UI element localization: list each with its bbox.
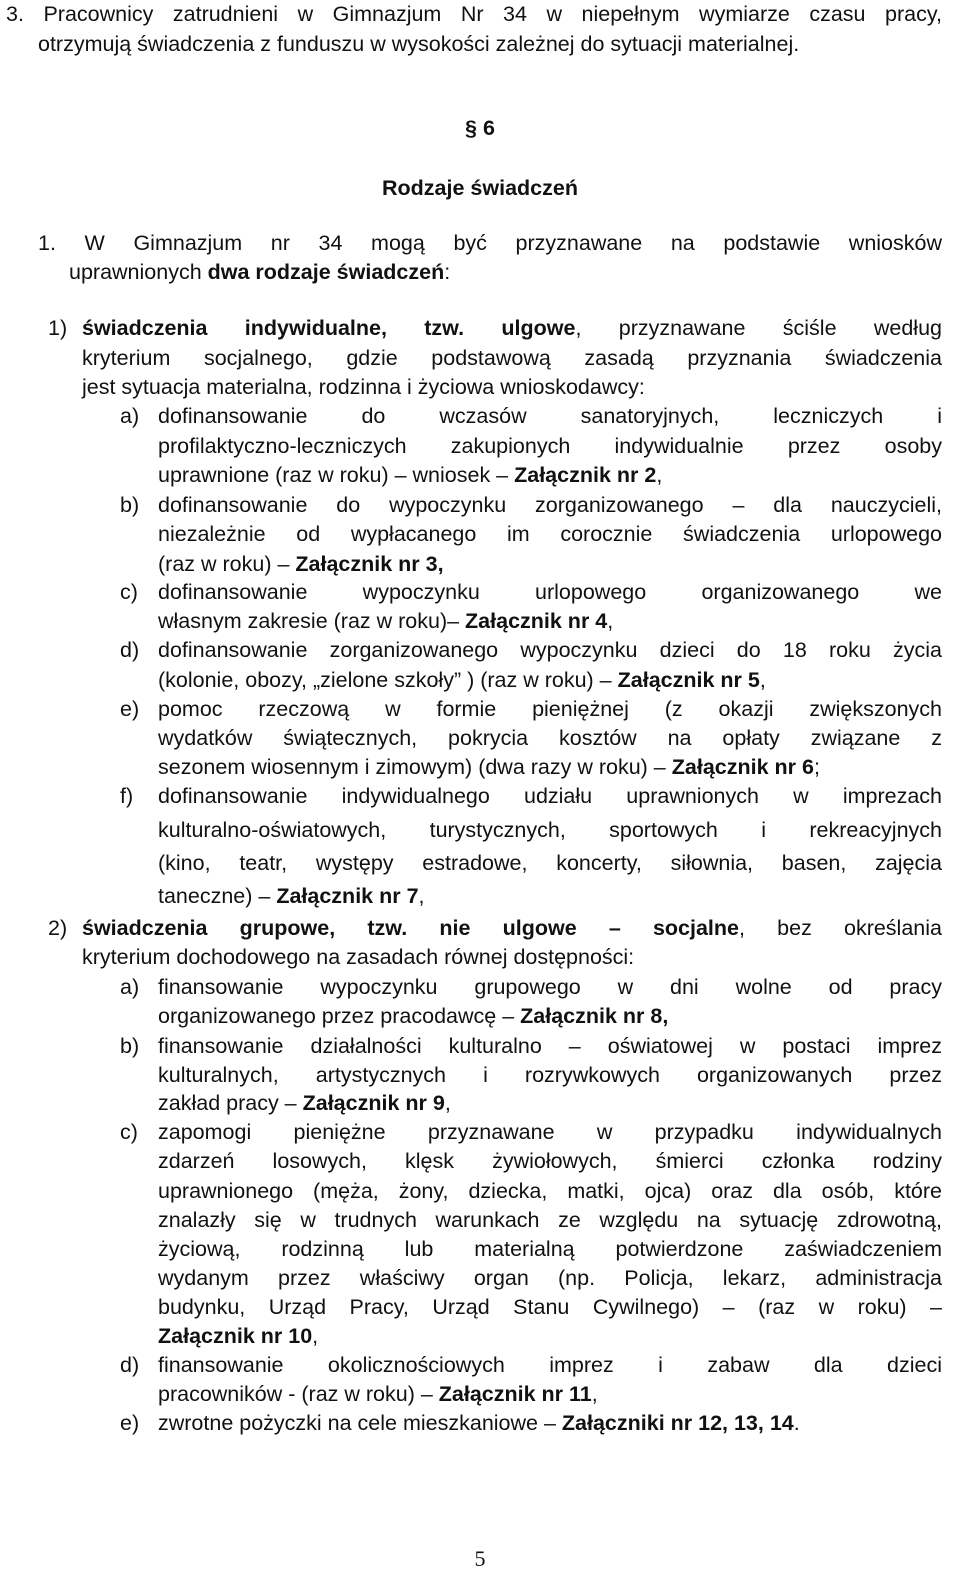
group-1-marker: 1) bbox=[48, 316, 68, 340]
list-item-line: kulturalno-oświatowych, turystycznych, sportowych i rekreacyjnych bbox=[158, 818, 942, 842]
list-item-line: (kino, teatr, występy estradowe, koncerty, siłownia, basen, zajęcia bbox=[158, 851, 942, 875]
list-item-line: kulturalnych, artystycznych i rozrywkowych organizowanych przez bbox=[158, 1063, 942, 1087]
list-item-line: finansowanie wypoczynku grupowego w dni wolne od pracy bbox=[158, 975, 942, 999]
group-1-heading: świadczenia indywidualne, tzw. ulgowe, przyznawane ściśle według bbox=[82, 316, 942, 340]
list-item-marker: a) bbox=[120, 975, 140, 999]
list-item-line: niezależnie od wypłacanego im corocznie świadczenia urlopowego bbox=[158, 522, 942, 546]
list-item-marker: c) bbox=[120, 1120, 138, 1144]
list-item-line: Załącznik nr 10, bbox=[158, 1324, 319, 1348]
list-item-marker: d) bbox=[120, 638, 140, 662]
section-title: Rodzaje świadczeń bbox=[382, 176, 578, 200]
group-1-line-3: jest sytuacja materialna, rodzinna i życiowa wnioskodawcy: bbox=[82, 375, 645, 399]
list-item-line: własnym zakresie (raz w roku)– Załącznik nr 4, bbox=[158, 609, 614, 633]
list-item-marker: c) bbox=[120, 580, 138, 604]
group-2-line-2: kryterium dochodowego na zasadach równej dostępności: bbox=[82, 945, 635, 969]
list-item-line: znalazły się w trudnych warunkach ze względu na sytuację zdrowotną, bbox=[158, 1208, 942, 1232]
list-item-line: pracowników - (raz w roku) – Załącznik nr 11, bbox=[158, 1382, 598, 1406]
list-item-line: dofinansowanie wypoczynku urlopowego organizowanego we bbox=[158, 580, 942, 604]
group-2-marker: 2) bbox=[48, 916, 68, 940]
page-number: 5 bbox=[474, 1546, 486, 1571]
list-item-line: zakład pracy – Załącznik nr 9, bbox=[158, 1091, 451, 1115]
list-item-line: (kolonie, obozy, „zielone szkoły” ) (raz w roku) – Załącznik nr 5, bbox=[158, 668, 766, 692]
list-item-marker: f) bbox=[120, 784, 134, 808]
list-item-line: dofinansowanie zorganizowanego wypoczynku dzieci do 18 roku życia bbox=[158, 638, 942, 662]
group-2-heading: świadczenia grupowe, tzw. nie ulgowe – socjalne, bez określania bbox=[82, 916, 942, 940]
list-item-line: dofinansowanie do wypoczynku zorganizowanego – dla nauczycieli, bbox=[158, 493, 942, 517]
list-item-line: (raz w roku) – Załącznik nr 3, bbox=[158, 552, 444, 576]
list-item-line: zwrotne pożyczki na cele mieszkaniowe – Załączniki nr 12, 13, 14. bbox=[158, 1411, 800, 1435]
list-item-line: pomoc rzeczową w formie pieniężnej (z okazji zwiększonych bbox=[158, 697, 942, 721]
list-item-line: dofinansowanie indywidualnego udziału uprawnionych w imprezach bbox=[158, 784, 942, 808]
list-item-line: wydatków świątecznych, pokrycia kosztów na opłaty związane z bbox=[158, 726, 942, 750]
list-item-line: zdarzeń losowych, klęsk żywiołowych, śmierci członka rodziny bbox=[158, 1149, 942, 1173]
list-item-line: dofinansowanie do wczasów sanatoryjnych, leczniczych i bbox=[158, 404, 942, 428]
list-item-line: uprawnione (raz w roku) – wniosek – Załącznik nr 2, bbox=[158, 463, 663, 487]
list-item-marker: e) bbox=[120, 697, 140, 721]
list-item-line: wydanym przez właściwy organ (np. Policja, lekarz, administracja bbox=[158, 1266, 942, 1290]
list-item-marker: e) bbox=[120, 1411, 140, 1435]
item-3-line-1: 3. Pracownicy zatrudnieni w Gimnazjum Nr 34 w niepełnym wymiarze czasu pracy, bbox=[6, 2, 942, 26]
point-1-line-2: uprawnionych dwa rodzaje świadczeń: bbox=[69, 260, 451, 284]
item-3-line-2: otrzymują świadczenia z funduszu w wysokości zależnej do sytuacji materialnej. bbox=[38, 32, 800, 56]
group-1-line-2: kryterium socjalnego, gdzie podstawową zasadą przyznania świadczenia bbox=[82, 346, 942, 370]
list-item-line: budynku, Urząd Pracy, Urząd Stanu Cywilnego) – (raz w roku) – bbox=[158, 1295, 942, 1319]
list-item-marker: b) bbox=[120, 1034, 140, 1058]
point-1-line-1: 1. W Gimnazjum nr 34 mogą być przyznawane na podstawie wniosków bbox=[38, 231, 942, 255]
list-item-line: życiową, rodzinną lub materialną potwierdzone zaświadczeniem bbox=[158, 1237, 942, 1261]
list-item-marker: a) bbox=[120, 404, 140, 428]
list-item-line: uprawnionego (męża, żony, dziecka, matki, ojca) oraz dla osób, które bbox=[158, 1179, 942, 1203]
list-item-line: zapomogi pieniężne przyznawane w przypadku indywidualnych bbox=[158, 1120, 942, 1144]
list-item-line: organizowanego przez pracodawcę – Załącznik nr 8, bbox=[158, 1004, 669, 1028]
list-item-line: finansowanie działalności kulturalno – oświatowej w postaci imprez bbox=[158, 1034, 942, 1058]
list-item-marker: d) bbox=[120, 1353, 140, 1377]
list-item-marker: b) bbox=[120, 493, 140, 517]
list-item-line: sezonem wiosennym i zimowym) (dwa razy w roku) – Załącznik nr 6; bbox=[158, 755, 820, 779]
section-number: § 6 bbox=[465, 116, 495, 140]
list-item-line: taneczne) – Załącznik nr 7, bbox=[158, 884, 425, 908]
list-item-line: profilaktyczno-leczniczych zakupionych indywidualnie przez osoby bbox=[158, 434, 942, 458]
list-item-line: finansowanie okolicznościowych imprez i zabaw dla dzieci bbox=[158, 1353, 942, 1377]
